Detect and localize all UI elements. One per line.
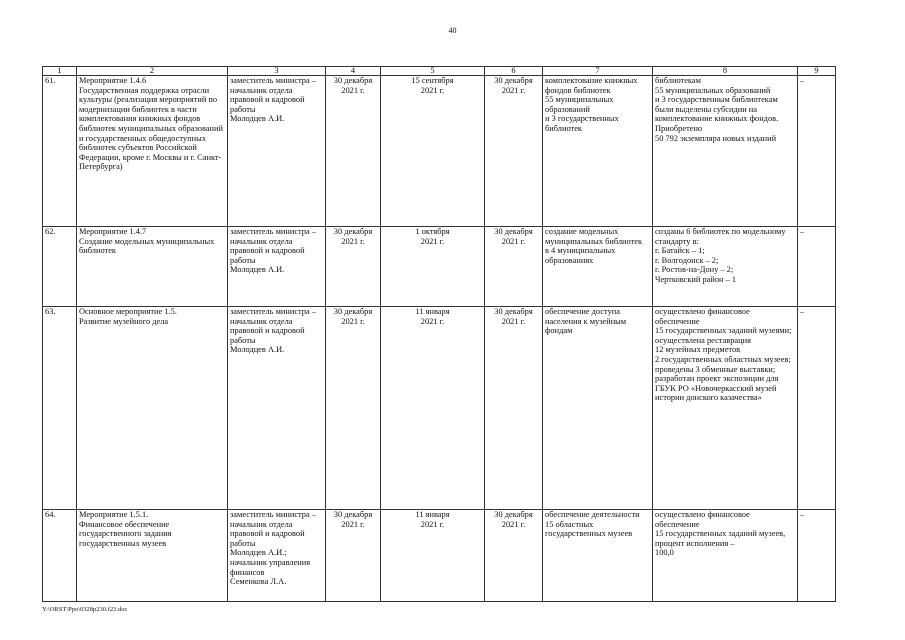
header-cell-4: 4 <box>326 67 381 76</box>
actual-start-date: 11 января 2021 г. <box>381 510 485 602</box>
report-table <box>42 66 836 602</box>
problems: – <box>798 76 836 227</box>
actual-result: осуществлено финансовое обеспечение 15 государственных заданий музеев, процент исполнения – 100,0 <box>653 510 798 602</box>
actual-end-date: 30 декабря 2021 г. <box>485 307 543 510</box>
table-row <box>43 510 836 602</box>
event-name: Мероприятие 1.4.6 Государственная поддержка отрасли культуры (реализация мероприятий по модернизации библиотек в части комплектования книжных фондов библиотек муниципальных образований и государственных общедоступных библиотек субъектов Российской Федерации, кроме г. Москвы и г. Санкт-Петербурга) <box>77 76 228 227</box>
event-name: Мероприятие 1.4.7 Создание модельных муниципальных библиотек <box>77 227 228 307</box>
event-name: Мероприятие 1.5.1. Финансовое обеспечение государственного задания государственных музеев <box>77 510 228 602</box>
planned-result: комплектование книжных фондов библиотек 55 муниципальных образований и 3 государственных библиотек <box>543 76 653 227</box>
header-cell-6: 6 <box>485 67 543 76</box>
actual-start-date: 11 января 2021 г. <box>381 307 485 510</box>
planned-result: создание модельных муниципальных библиотек в 4 муниципальных образованиях <box>543 227 653 307</box>
header-cell-5: 5 <box>381 67 485 76</box>
responsible-person: заместитель министра – начальник отдела правовой и кадровой работы Молодцев А.И. <box>228 76 326 227</box>
table-row <box>43 76 836 227</box>
actual-result: созданы 6 библиотек по модельному стандарту в: г. Батайск – 1; г. Волгодонск – 2; г. Ростов-на-Дону – 2; Чертковский район – 1 <box>653 227 798 307</box>
header-cell-3: 3 <box>228 67 326 76</box>
problems: – <box>798 227 836 307</box>
responsible-person: заместитель министра – начальник отдела правовой и кадровой работы Молодцев А.И. <box>228 227 326 307</box>
planned-result: обеспечение доступа населения к музейным фондам <box>543 307 653 510</box>
actual-end-date: 30 декабря 2021 г. <box>485 76 543 227</box>
planned-end-date: 30 декабря 2021 г. <box>326 510 381 602</box>
planned-end-date: 30 декабря 2021 г. <box>326 227 381 307</box>
responsible-person: заместитель министра – начальник отдела правовой и кадровой работы Молодцев А.И.; начальник управления финансов Семенкова Л.А. <box>228 510 326 602</box>
actual-result: библиотекам 55 муниципальных образований и 3 государственным библиотекам были выделены субсидии на комплектование книжных фондов. Приобретено 50 792 экземпляра новых изданий <box>653 76 798 227</box>
planned-result: обеспечение деятельности 15 областных государственных музеев <box>543 510 653 602</box>
row-number: 61. <box>43 76 77 227</box>
table-row <box>43 227 836 307</box>
header-cell-9: 9 <box>798 67 836 76</box>
problems: – <box>798 510 836 602</box>
header-cell-1: 1 <box>43 67 77 76</box>
actual-result: осуществлено финансовое обеспечение 15 государственных заданий музеями; осуществлена реставрация 12 музейных предметов 2 государственных областных музеев; проведены 3 обменные выставки; разработан проект экспозиции для ГБУК РО «Новочеркасский музей истории донского казачества» <box>653 307 798 510</box>
row-number: 64. <box>43 510 77 602</box>
planned-end-date: 30 декабря 2021 г. <box>326 307 381 510</box>
header-cell-8: 8 <box>653 67 798 76</box>
actual-end-date: 30 декабря 2021 г. <box>485 510 543 602</box>
responsible-person: заместитель министра – начальник отдела правовой и кадровой работы Молодцев А.И. <box>228 307 326 510</box>
actual-start-date: 1 октября 2021 г. <box>381 227 485 307</box>
page-number: 40 <box>448 26 457 35</box>
planned-end-date: 30 декабря 2021 г. <box>326 76 381 227</box>
event-name: Основное мероприятие 1.5. Развитие музейного дела <box>77 307 228 510</box>
row-number: 63. <box>43 307 77 510</box>
table-row <box>43 307 836 510</box>
header-row <box>43 67 836 76</box>
header-cell-7: 7 <box>543 67 653 76</box>
actual-start-date: 15 сентября 2021 г. <box>381 76 485 227</box>
actual-end-date: 30 декабря 2021 г. <box>485 227 543 307</box>
problems: – <box>798 307 836 510</box>
file-path: Y:\ORST\Ppo\0328p230.f23.doc <box>42 606 128 613</box>
header-cell-2: 2 <box>77 67 228 76</box>
row-number: 62. <box>43 227 77 307</box>
